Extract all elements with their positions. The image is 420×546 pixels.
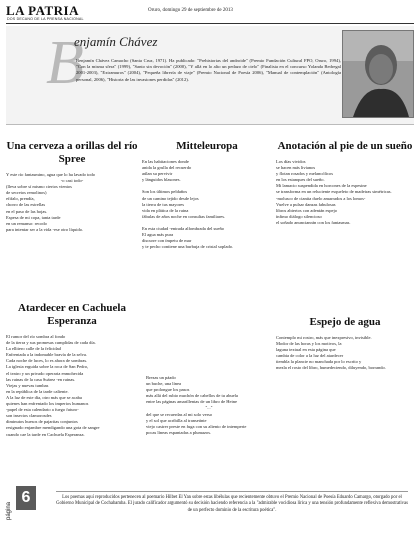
poem-anotacion [276, 140, 414, 226]
poem-line: para intentar ser a la vida -ese otro líquido. [6, 226, 84, 232]
poem-line: de la tierra y sus promesas cumplidas de cada día. [6, 340, 96, 346]
poem-title: Atardecer en Cachuela Esperanza [18, 302, 126, 327]
poem-line: libros abiertos con adentán espejo [276, 207, 337, 213]
author-portrait [342, 30, 414, 118]
poem-line: ínfimo diálogo silencioso [276, 213, 322, 219]
poem-line: vida en plática de la ruina [142, 207, 189, 213]
poem-line: la tierra de tus mayores [142, 201, 184, 207]
poem-line: En las habitaciones donde [142, 159, 189, 164]
poem-line: en el paso de las hojas. [6, 208, 48, 214]
poem-line: Espesa de mi copa, tanta tarde [6, 214, 61, 220]
poem-line: pocas líneas espantadas a plumazos. [146, 429, 212, 435]
poem-line: La iglesia erguida sobre la roca de San Pedro, [6, 364, 89, 370]
poem-title: Anotación al pie de un sueño [277, 140, 413, 152]
page-label: página [6, 501, 12, 520]
poem-mitteleuropa [142, 140, 272, 250]
poem-title: Espejo de agua [309, 316, 381, 328]
poem-title: Una cerveza a orillas del río Spree [6, 140, 138, 165]
poem-line: El agua más pura [142, 232, 174, 238]
poem-line: se hacen más livianos [276, 165, 316, 171]
poem-body [142, 159, 272, 250]
poem-line: chorro de las estrellas [6, 202, 46, 208]
newspaper-tagline: DOS DECANO DE LA PRENSA NACIONAL [7, 17, 84, 21]
poem-body [6, 172, 138, 233]
poem-line: Los días vividos [276, 159, 306, 164]
poem-line: viejo castrer preste en fuga con su aliento de intemperie [146, 423, 247, 429]
poem-line: -papel de esta calendario a fuego futuro- [6, 407, 79, 413]
poem-line: aúlan su pervivir [142, 171, 173, 177]
poem-line: -molusco de cianita duelo amarrados a los lomos- [276, 195, 366, 201]
poem-line: cuando cae la tarde en Cachuela Esperanza. [6, 431, 85, 437]
poem-line: quienes han enfrentado los imperios humanos [6, 401, 89, 407]
poem-line: Enfrentada a la indomable bravía de la selva. [6, 352, 87, 358]
poem-line: en los estanques del sueño. [276, 177, 325, 183]
poem-line: un buche, una línea [146, 381, 181, 387]
poem-line: se transforma en un reluciente esqueleto de madeiras simétricas. [276, 189, 392, 195]
poem-line: Son los últimos peldaños [142, 189, 188, 195]
poem-espejo-de-agua [276, 316, 414, 372]
poem-line: discurre con ímpetu de mar [142, 238, 192, 244]
author-name: enjamín Chávez [74, 34, 158, 49]
poem-line: diminutos huesos de pajaritas conjuntos [6, 419, 78, 425]
author-bio-text: Benjamín Chávez Camacho (Santa Cruz, 1971). Ha publicado: "Prehistorias del androide" (Premio Fundación Cultural FPO, Oruro, 1994), "Con la misma sfera" (1999), "Santo sin devoción" (2000), "Y allá en lo alto un pedazo de cielo" (Finalista en el concurso Yolanda Bedregal 2001-2003), "Extramuros" (2004), "Pequeña librería de viaje" (Premio Nacional de Poesía 2006), "Manual de contemplación" (Antología personal, 2006), "Historia de las invasiones perdidas" (2012). [76, 58, 341, 82]
poem-line: efifalo, prendía, [6, 196, 35, 202]
poem-line: y lánguidos blasones. [142, 177, 181, 183]
footnote: Los poemas aquí reproducidos pertenecen al poemario Hilbet El Yan sobre estas libélulas que recientemente obtuvo el Premio Nacional de Poesía Eduardo Camargo, otorgado por el Gobierno Municipal de Cochabamba. El jurado calificador argumentó su decisión haciendo referencia a la "admirable vocidiosa lírica y una tensión profundamente reflexiva demostrativas de un perfecto dominio de la escritura poética". [56, 491, 408, 514]
poem-line: que prolongue los pasos [146, 387, 190, 393]
poem-line: del que se recuerdas al mi solo verso [146, 411, 213, 417]
poem-line: tiembla la plancie no manchada por lo escrito y [276, 359, 362, 365]
author-bio-section [6, 26, 414, 125]
poem-line: y te pecho contiene una burbuja de cristal soplado. [142, 244, 234, 250]
poem-line: Mi lamacio suspendida en horcones de la espesine [276, 183, 367, 189]
poem-line: son insectos clamorosdes [6, 413, 52, 419]
poem-line: mezla el rosto del libro, humedeciendo, diluyendo, borrando. [276, 365, 386, 371]
poem-line: A la luz de este día, otro más que se acaba [6, 394, 82, 400]
poem-line: y el sol que acribilla al transeúnte [146, 417, 207, 423]
poem-una-cerveza [6, 140, 138, 233]
poem-body [6, 334, 138, 438]
poem-line: Modor de las horas y los motivos, la [276, 341, 342, 347]
poem-line: Cada noche de luces, lo es ahora de sombras. [6, 358, 88, 364]
dateline: Oruro, domingo 29 de septiembre de 2013 [148, 8, 233, 13]
poem-line: fábulas de años noche en consultas familiares. [142, 213, 226, 219]
poem-line: las ruinas de la casa Suárez -en ruinas. [6, 376, 76, 382]
poem-line: en un remanso: recodo [6, 220, 47, 226]
poem-line: Contemplo mi rostro, más que inexpresivo, invisible. [276, 335, 372, 340]
poem-line: -o casi todo- [60, 178, 84, 184]
poem-line: de secretos remolinos) [6, 190, 47, 196]
poem-line: el teatro y un privado operaria enmohecida [6, 370, 84, 376]
poem-line: de un camino tejido desde lejos [142, 195, 199, 201]
poem-line: entre las páginas amarillentas de un libro de Heine [146, 399, 237, 405]
poem-line: resignado enjambre mendigando una gota de sangre [6, 425, 100, 431]
page-number: 6 [16, 486, 36, 510]
poem-line: En esta ciudad -entrada alfombrada del sueño [142, 226, 224, 232]
decorative-initial: B [46, 29, 84, 97]
poem-line: El rumor del río sombra al fondo [6, 334, 66, 339]
poem-line: laguna textual en esta página que [276, 347, 336, 353]
newspaper-logo: LA PATRIA [6, 3, 79, 18]
poem-body [276, 159, 414, 226]
poem-atardecer [6, 302, 138, 438]
poem-line: anida la grulla del recuerdo [142, 165, 192, 171]
poem-body [146, 375, 272, 436]
poem-line: Vuelve a pulsar danzas fabulosas [276, 201, 336, 207]
poem-title: Mitteleuropa [176, 140, 238, 152]
poem-line: Viejas y nuevas tumbas [6, 382, 49, 388]
poem-line: el soñado anuncianrán con los fantasmas. [276, 219, 351, 225]
masthead [6, 3, 414, 24]
poem-line: cambia de color a la luz del atardecer [276, 353, 344, 359]
poem-line: (lleva sobre sí mismo ciertos vientos [6, 184, 72, 190]
poem-body [276, 335, 414, 372]
poem-line: Brezas un páado [146, 375, 176, 380]
poem-line: "..." [205, 405, 213, 411]
poem-untitled [146, 375, 272, 436]
poem-line: Y este río fantasmino, agua que lo ha lavado todo [6, 172, 96, 177]
poem-line: en la república de la tarde caliente. [6, 388, 69, 394]
poem-line: y flotan rosados y melancólicos [276, 171, 333, 177]
poem-line: más allá del rubio muchón de cabellos de tu abuela [146, 393, 238, 399]
poem-line: La ellitero calle de la felicidad [6, 346, 61, 352]
